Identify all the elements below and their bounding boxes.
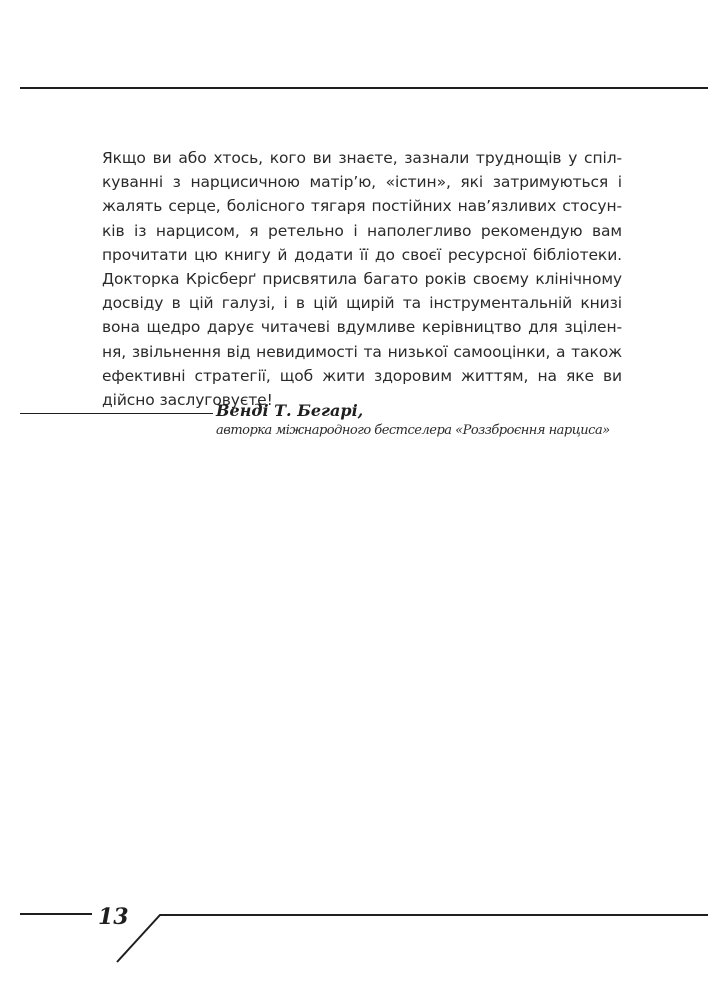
endorsement-paragraph: [102, 146, 622, 412]
signature-rule: [20, 413, 213, 414]
footer-rule-left: [20, 913, 92, 915]
paragraph-line: куванні з нарцисичною матір’ю, «істин», які затримуються і: [102, 173, 622, 192]
signature-title: авторка міжнародного бестселера «Роззброєння нарциса»: [216, 423, 610, 438]
paragraph-line: прочитати цю книгу й додати її до своєї ресурсної бібліотеки.: [102, 245, 622, 264]
paragraph-line: жалять серце, болісного тягаря постійних нав’язливих стосун-: [102, 197, 622, 216]
paragraph-line: досвіду в цій галузі, і в цій щирій та інструментальній книзі: [102, 294, 622, 313]
paragraph-line: ня, звільнення від невидимості та низької самооцінки, а також: [102, 342, 622, 361]
footer-rule-right: [117, 915, 708, 962]
signature-name: Венді Т. Бегарі,: [216, 401, 364, 420]
paragraph-line: дійсно заслуговуєте!: [102, 391, 273, 410]
paragraph-line: ків із нарцисом, я ретельно і наполегливо рекомендую вам: [102, 221, 622, 240]
header-rule: [20, 87, 708, 89]
paragraph-line: вона щедро дарує читачеві вдумливе керівництво для зцілен-: [102, 318, 622, 337]
page-number: 13: [98, 904, 129, 930]
paragraph-line: Докторка Крісберґ присвятила багато років своєму клінічному: [102, 270, 622, 289]
paragraph-line: Якщо ви або хтось, кого ви знаєте, зазнали труднощів у спіл-: [102, 149, 622, 167]
paragraph-line: ефективні стратегії, щоб жити здоровим життям, на яке ви: [102, 366, 622, 385]
